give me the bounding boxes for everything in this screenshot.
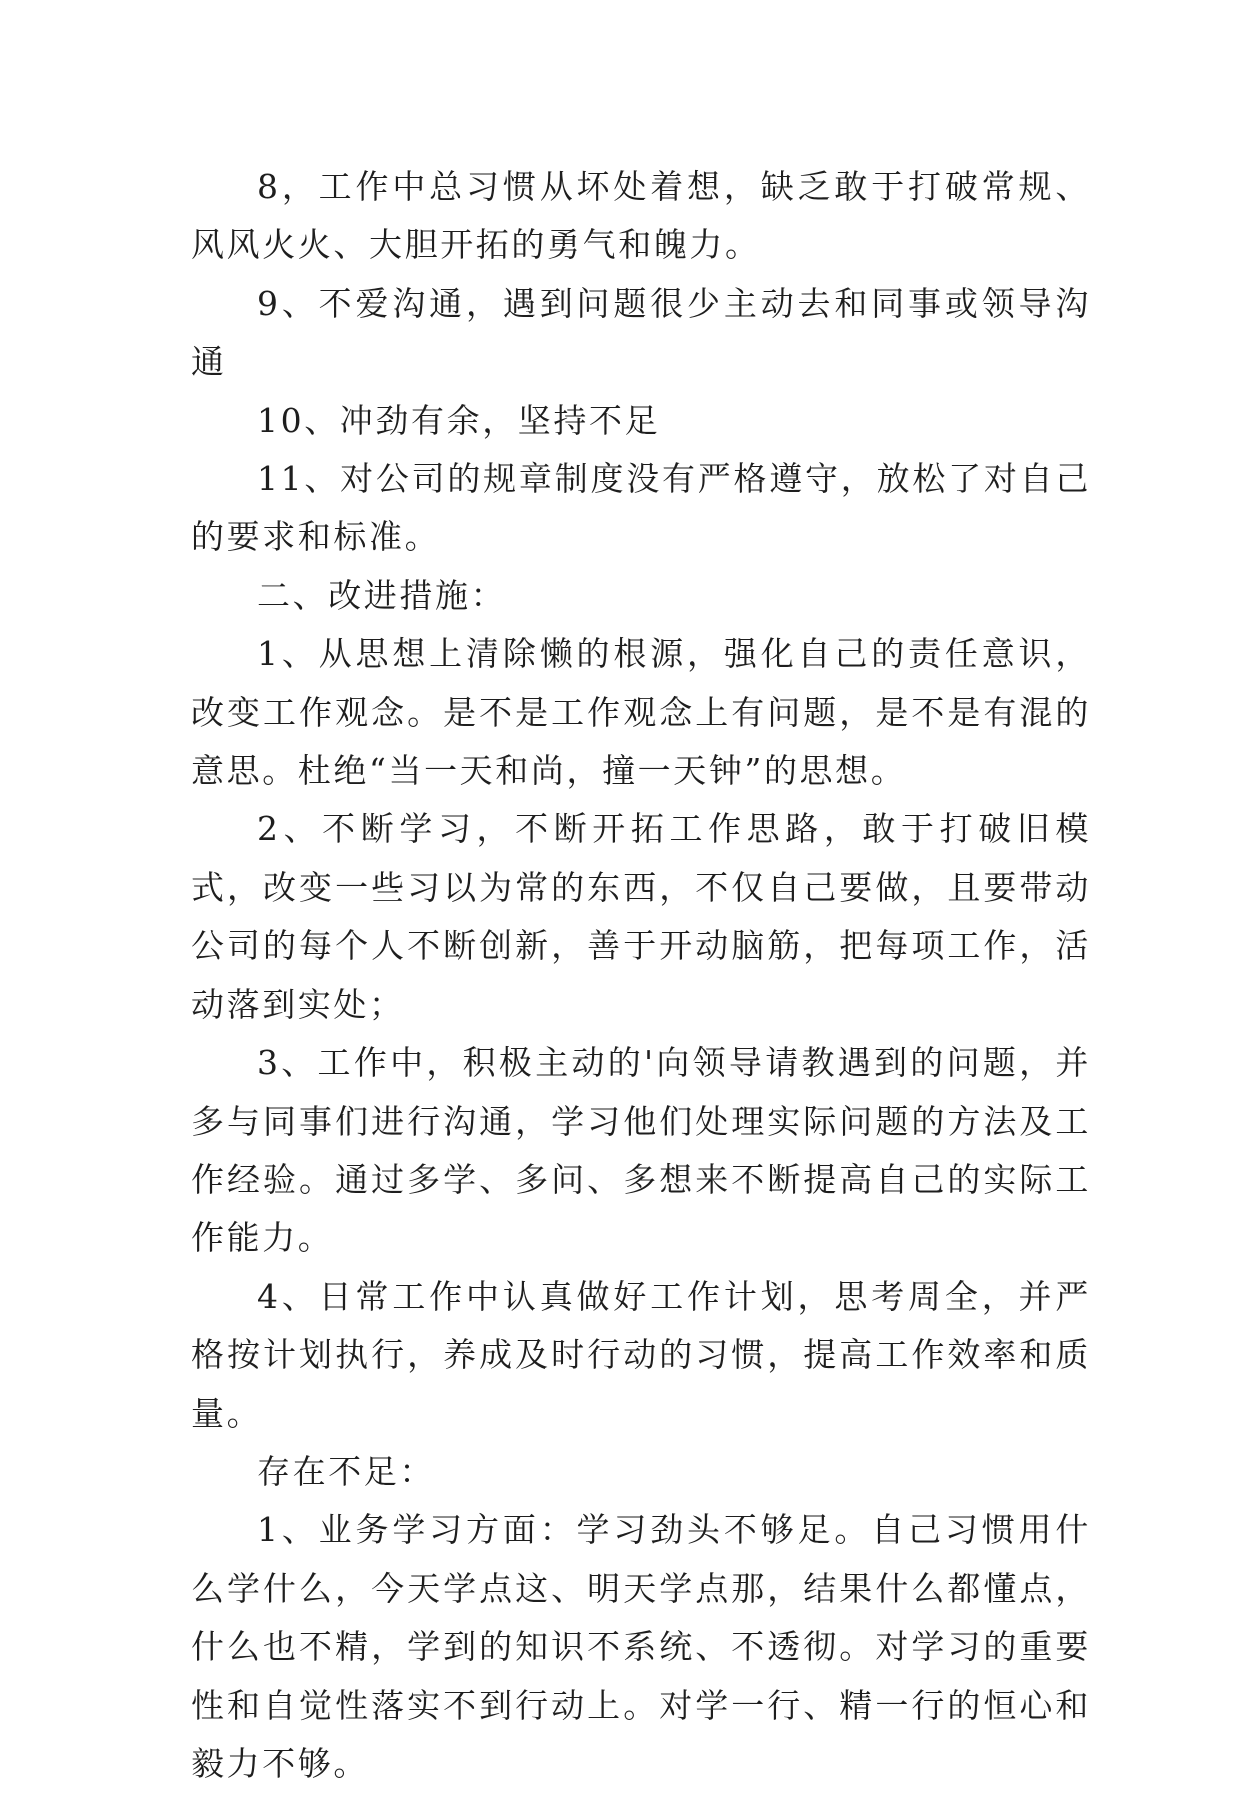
- paragraph-item-8: 8，工作中总习惯从坏处着想，缺乏敢于打破常规、风风火火、大胆开拓的勇气和魄力。: [191, 167, 1091, 265]
- paragraph-item-10: 10、冲劲有余，坚持不足: [257, 400, 661, 440]
- document-body: [191, 158, 1091, 1793]
- improvement-item-4: 4、日常工作中认真做好工作计划，思考周全，并严格按计划执行，养成及时行动的习惯，提高工作效率和质量。: [191, 1276, 1091, 1433]
- improvement-item-3: 3、工作中，积极主动的'向领导请教遇到的问题，并多与同事们进行沟通，学习他们处理实际问题的方法及工作经验。通过多学、多问、多想来不断提高自己的实际工作能力。: [191, 1043, 1091, 1258]
- section-heading-shortcomings: 存在不足：: [257, 1451, 435, 1491]
- paragraph-item-9: 9、不爱沟通，遇到问题很少主动去和同事或领导沟通: [191, 283, 1091, 382]
- improvement-item-2: 2、不断学习，不断开拓工作思路，敢于打破旧模式，改变一些习以为常的东西，不仅自己要做，且要带动公司的每个人不断创新，善于开动脑筋，把每项工作，活动落到实处；: [191, 809, 1091, 1024]
- section-heading-improvements: 二、改进措施：: [257, 575, 507, 615]
- improvement-item-1: 1、从思想上清除懒的根源，强化自己的责任意识，改变工作观念。是不是工作观念上有问题，是不是有混的意思。杜绝“当一天和尚，撞一天钟”的思想。: [191, 634, 1091, 791]
- paragraph-item-11: 11、对公司的规章制度没有严格遵守，放松了对自己的要求和标准。: [191, 459, 1091, 557]
- shortcoming-item-1: 1、业务学习方面：学习劲头不够足。自己习惯用什么学什么，今天学点这、明天学点那，结果什么都懂点，什么也不精，学到的知识不系统、不透彻。对学习的重要性和自觉性落实不到行动上。对学一行、精一行的恒心和毅力不够。: [191, 1510, 1091, 1783]
